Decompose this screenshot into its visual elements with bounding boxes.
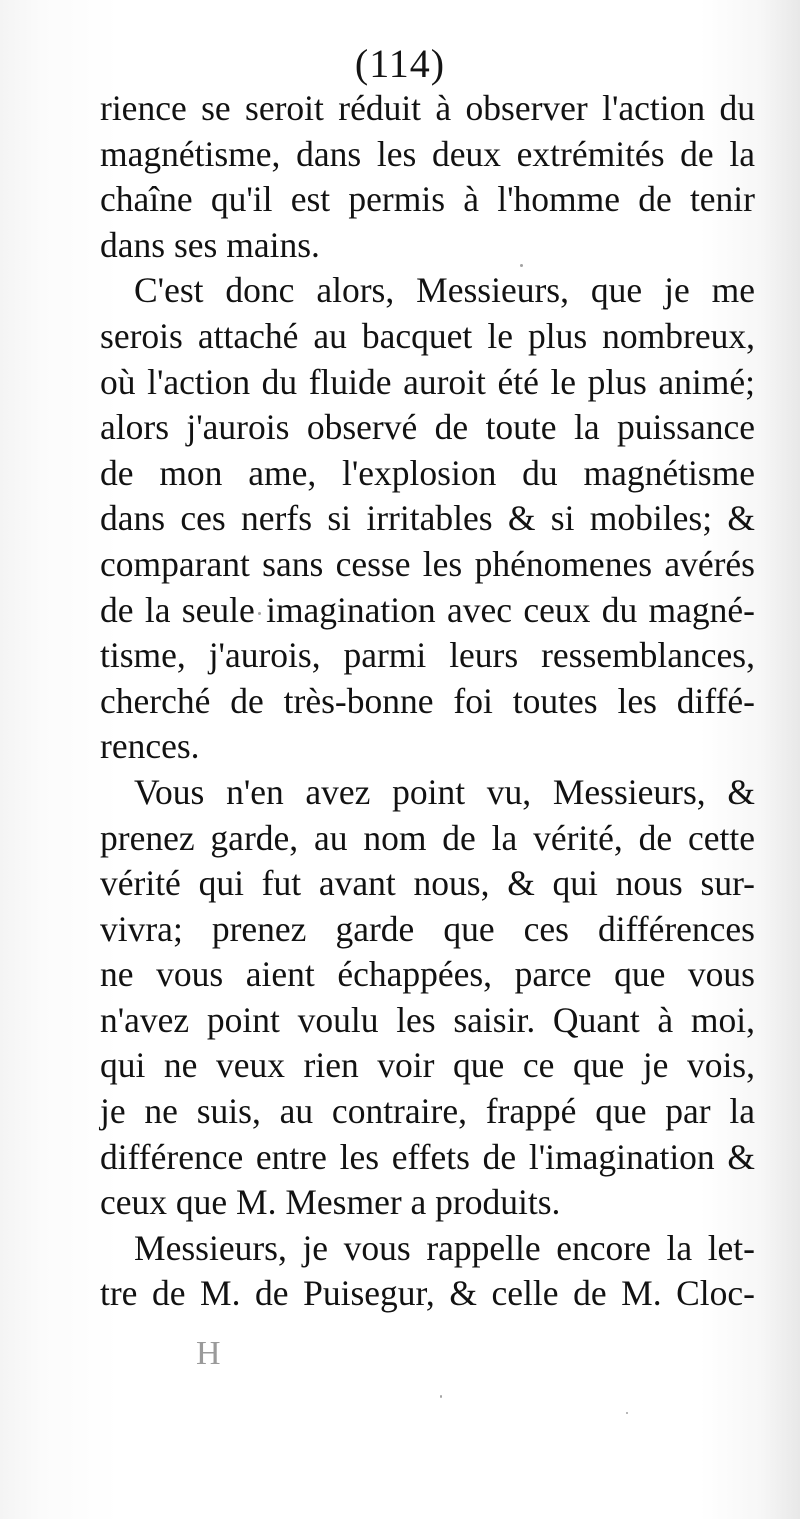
text-line: prenez garde, au nom de la vérité, de cette [100,817,755,858]
text-line: Vous n'en avez point vu, Messieurs, & [134,771,755,812]
text-line: de la seule imagination avec ceux du magné- [100,589,755,630]
paper-speck [440,1395,442,1398]
text-line: dans ses mains. [100,224,320,265]
text-line: chaîne qu'il est permis à l'homme de tenir [100,179,755,220]
signature-mark: H [196,1335,221,1372]
text-line: où l'action du fluide auroit été le plus animé; [100,361,755,402]
text-line: rences. [100,726,200,767]
text-line: vérité qui fut avant nous, & qui nous sur- [100,863,755,904]
text-line: qui ne veux rien voir que ce que je vois, [100,1045,755,1086]
text-line: différence entre les effets de l'imagination & [100,1136,755,1177]
text-line: ne vous aient échappées, parce que vous [100,954,755,995]
text-line: rience se seroit réduit à observer l'action du [100,88,755,128]
paper-speck [626,1412,628,1414]
text-line: tisme, j'aurois, parmi leurs ressemblances, [100,635,755,676]
text-line: tre de M. de Puisegur, & celle de M. Cloc- [100,1273,755,1314]
text-line: Messieurs, je vous rappelle encore la let- [134,1227,755,1268]
text-line: dans ces nerfs si irritables & si mobiles; & [100,498,755,539]
text-line: C'est donc alors, Messieurs, que je me [134,270,755,311]
text-line: serois attaché au bacquet le plus nombreux, [100,315,755,356]
text-line: magnétisme, dans les deux extrémités de la [100,133,755,174]
text-line: n'avez point voulu les saisir. Quant à moi, [100,999,755,1040]
text-line: de mon ame, l'explosion du magnétisme [100,452,755,493]
text-line: je ne suis, au contraire, frappé que par la [100,1091,755,1132]
text-line: cherché de très-bonne foi toutes les diffé- [100,680,755,721]
text-line: ceux que M. Mesmer a produits. [100,1182,561,1223]
text-line: vivra; prenez garde que ces différences [100,908,755,949]
text-line: comparant sans cesse les phénomenes avérés [100,543,755,584]
page-text [100,86,755,1317]
text-line: alors j'aurois observé de toute la puissance [100,407,755,448]
page-number: (114) [354,41,446,86]
